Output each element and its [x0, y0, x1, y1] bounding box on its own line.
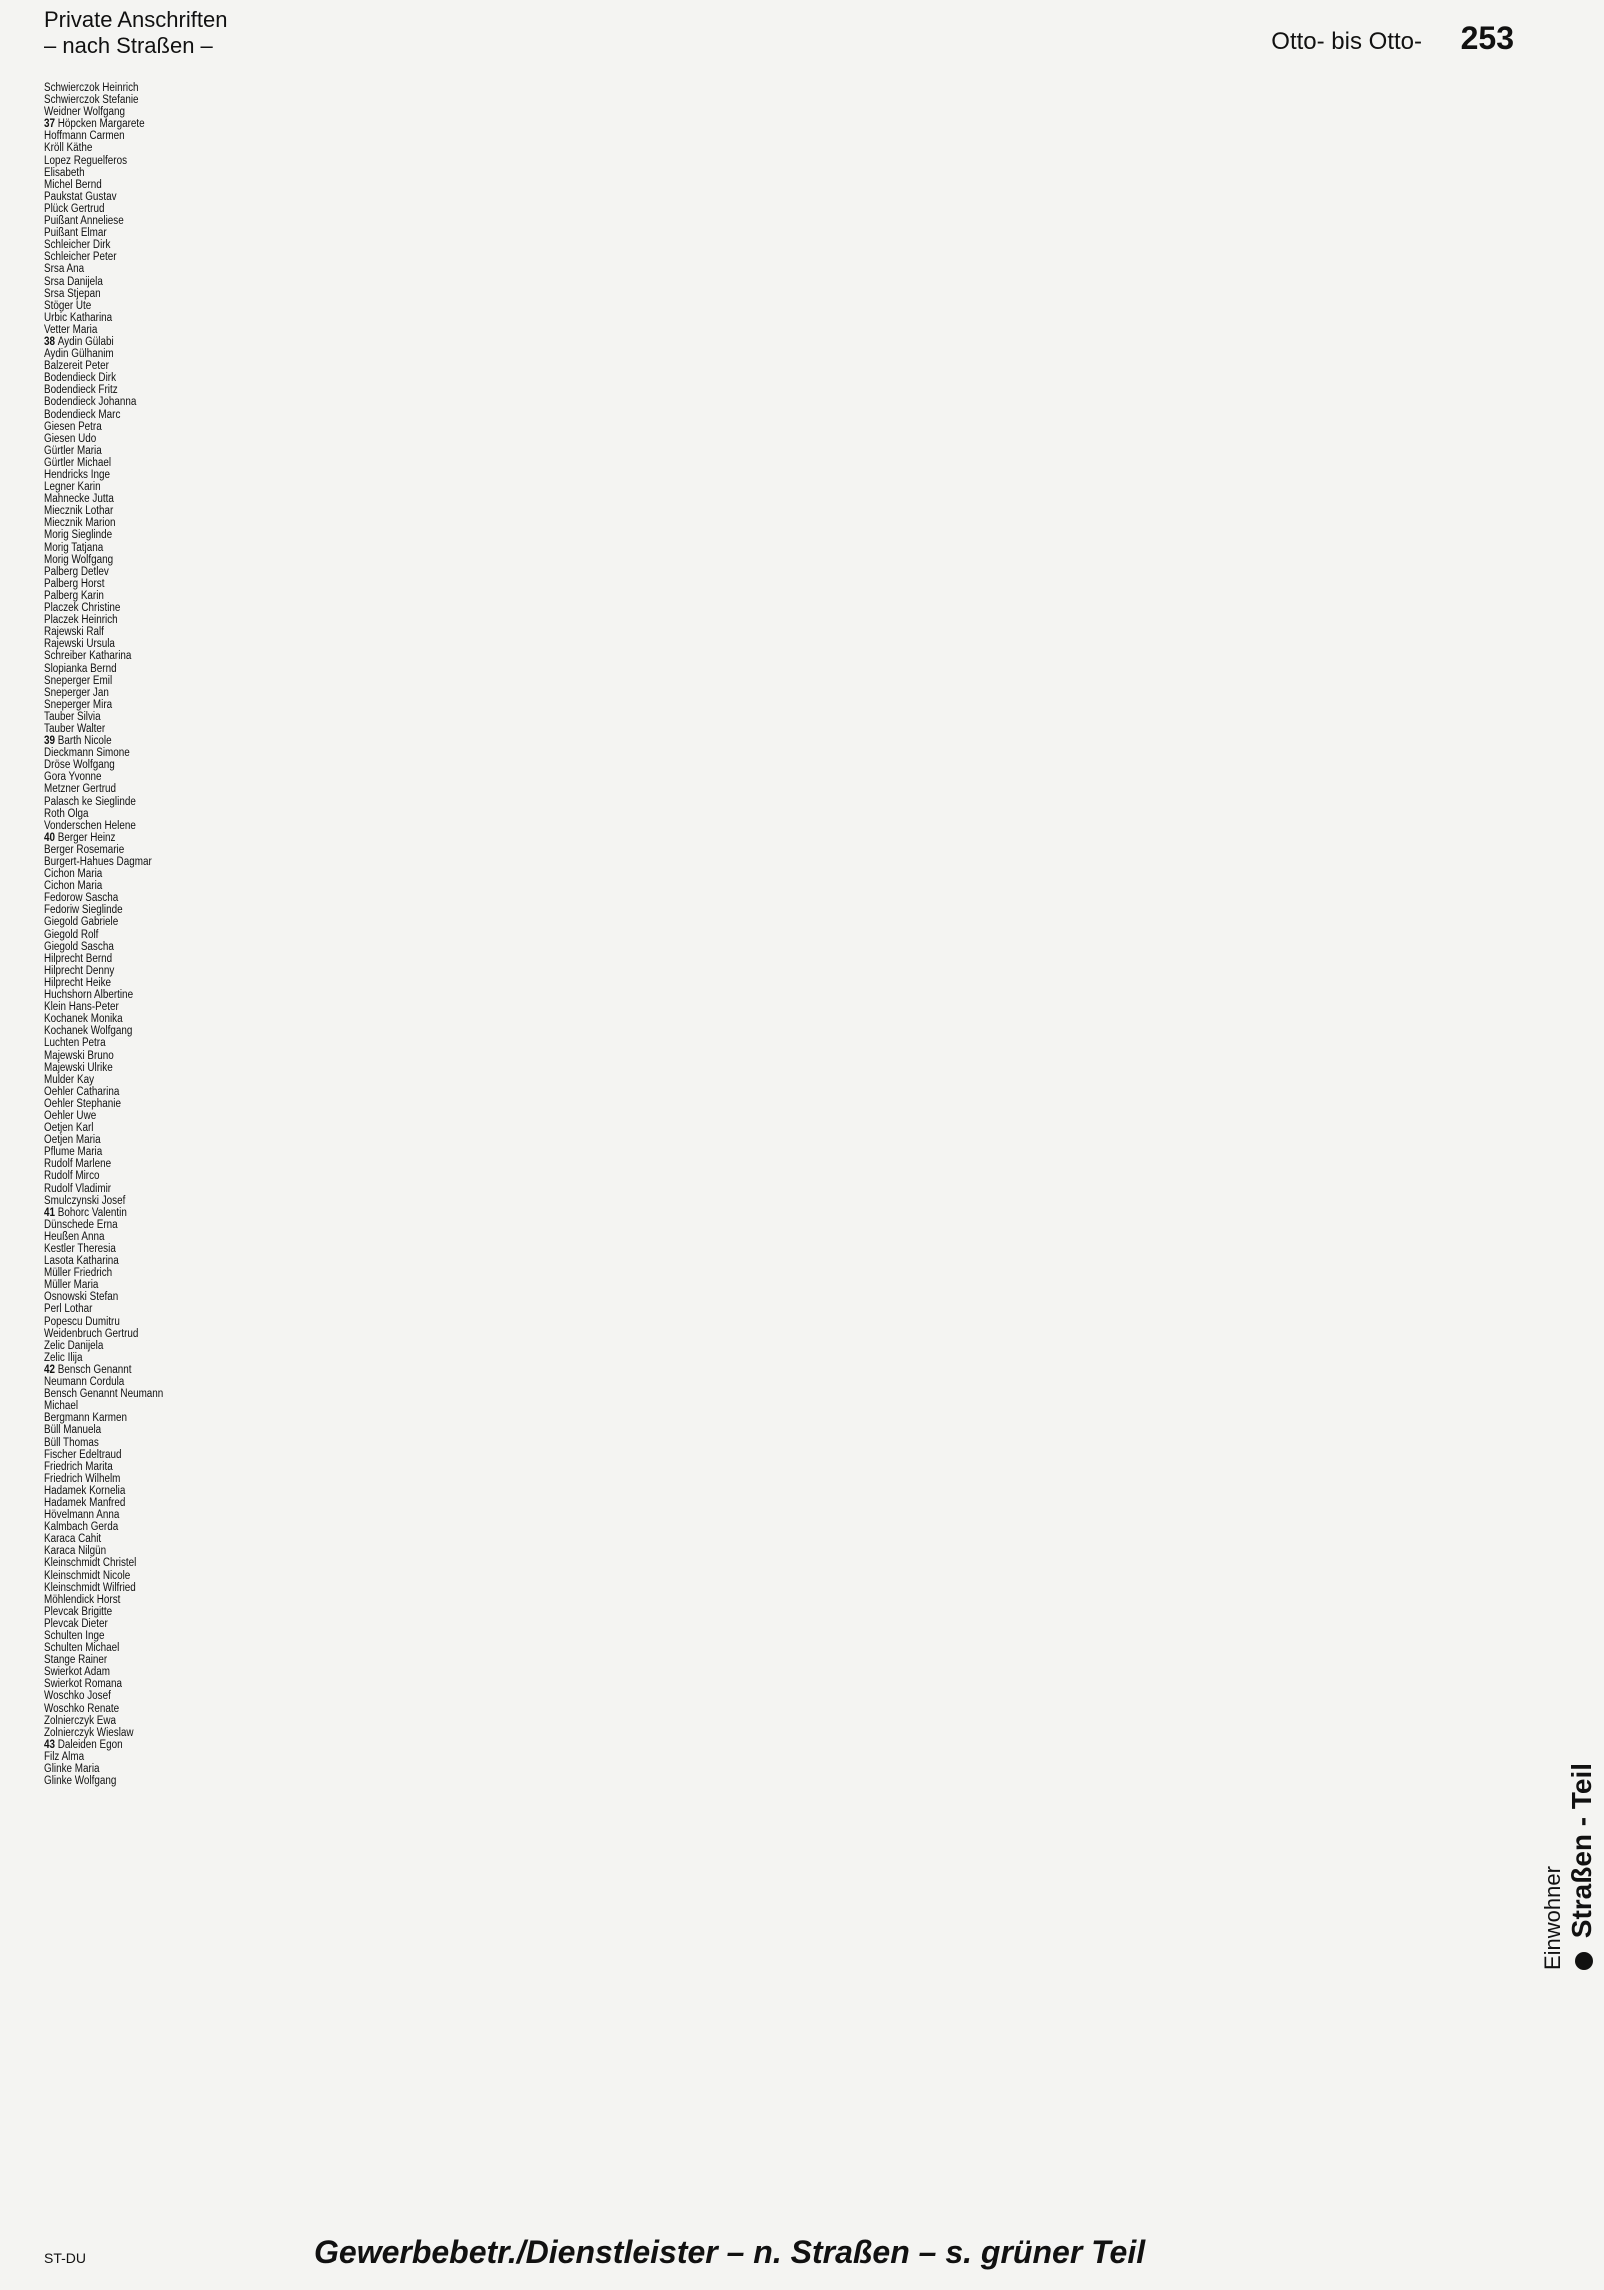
- directory-entry: Slopianka Bernd: [44, 662, 117, 675]
- directory-entry: Hendricks Inge: [44, 469, 110, 481]
- directory-entry: 39 Barth Nicole: [44, 735, 112, 748]
- directory-entry: Büll Thomas: [44, 1436, 99, 1449]
- directory-entry: Metzner Gertrud: [44, 783, 117, 796]
- directory-entry: 37 Höpcken Margarete: [44, 118, 145, 131]
- directory-entry: Heußen Anna: [44, 1230, 105, 1243]
- directory-entry: Smulczynski Josef: [44, 1194, 126, 1207]
- directory-entry: Hadamek Manfred: [44, 1496, 126, 1509]
- directory-entry: Popescu Dumitru: [44, 1315, 120, 1328]
- directory-entry: Weidenbruch Gertrud: [44, 1327, 139, 1340]
- directory-entry: Cichon Maria: [44, 868, 103, 881]
- directory-entry: Vonderschen Helene: [44, 819, 136, 832]
- directory-entry: Puißant Elmar: [44, 227, 107, 240]
- side-tab-label-residents: Einwohner: [1540, 1866, 1565, 1970]
- directory-entry: Palberg Karin: [44, 589, 104, 602]
- directory-entry: Hilprecht Denny: [44, 964, 115, 977]
- section-side-tab: [1540, 1540, 1600, 1970]
- directory-entry: Puißant Anneliese: [44, 215, 124, 228]
- directory-entry: Büll Manuela: [44, 1424, 102, 1437]
- directory-entry: Fedoriw Sieglinde: [44, 904, 123, 917]
- directory-entry: Schwierczok Stefanie: [44, 94, 139, 107]
- directory-entry: Karaca Cahit: [44, 1533, 102, 1546]
- directory-entry: Giegold Sascha: [44, 940, 114, 953]
- directory-entry: 42 Bensch Genannt: [44, 1363, 132, 1376]
- directory-entry: Giegold Rolf: [44, 928, 99, 941]
- directory-entry: Luchten Petra: [44, 1037, 106, 1050]
- directory-entry: Morig Tatjana: [44, 541, 104, 554]
- directory-entry: Morig Wolfgang: [44, 553, 114, 566]
- directory-entry: Balzereit Peter: [44, 360, 109, 373]
- page-number: 253: [1460, 20, 1514, 56]
- directory-entry: Swierkot Romana: [44, 1678, 123, 1691]
- directory-entry: Palberg Horst: [44, 577, 105, 590]
- directory-column: [1352, 82, 1510, 2222]
- directory-entry: Majewski Ulrike: [44, 1061, 113, 1074]
- directory-entry: Schreiber Katharina: [44, 650, 132, 663]
- directory-entry: Kleinschmidt Wilfried: [44, 1581, 136, 1594]
- directory-entry: Schleicher Dirk: [44, 239, 111, 252]
- directory-entry: Weidner Wolfgang: [44, 106, 126, 119]
- directory-entry: Plück Gertrud: [44, 202, 105, 215]
- directory-entry: Srsa Ana: [44, 263, 85, 276]
- directory-entry: Filz Alma: [44, 1750, 85, 1763]
- directory-entry: Bergmann Karmen: [44, 1412, 128, 1425]
- directory-column: [44, 82, 202, 2222]
- footer-code: ST-DU: [44, 2250, 86, 2266]
- directory-entry: Friedrich Wilhelm: [44, 1472, 121, 1485]
- directory-entry: Morig Sieglinde: [44, 529, 113, 542]
- directory-entry: Gürtler Michael: [44, 456, 112, 469]
- directory-entry: Klein Hans-Peter: [44, 1001, 119, 1014]
- directory-entry: Friedrich Marita: [44, 1460, 113, 1473]
- directory-entry: Mahnecke Jutta: [44, 493, 114, 506]
- directory-entry: Möhlendick Horst: [44, 1593, 121, 1606]
- directory-entry: Oetjen Maria: [44, 1134, 101, 1147]
- directory-entry: Urbic Katharina: [44, 311, 113, 324]
- section-title: Private Anschriften: [44, 7, 228, 32]
- directory-entry: Kleinschmidt Nicole: [44, 1569, 131, 1582]
- directory-entry: Dröse Wolfgang: [44, 759, 115, 772]
- directory-entry: Hoffmann Carmen: [44, 130, 125, 143]
- directory-entry: Zolnierczyk Ewa: [44, 1714, 116, 1727]
- directory-entry: Rajewski Ursula: [44, 638, 115, 651]
- directory-entry: Gora Yvonne: [44, 771, 102, 784]
- directory-entry: Schwierczok Heinrich: [44, 82, 139, 94]
- directory-entry: Vetter Maria: [44, 323, 98, 336]
- section-subtitle: – nach Straßen –: [44, 33, 213, 58]
- directory-entry: Kalmbach Gerda: [44, 1521, 119, 1534]
- directory-entry: Tauber Silvia: [44, 710, 101, 723]
- directory-entry: Kröll Käthe: [44, 142, 93, 155]
- directory-column: [371, 82, 529, 2222]
- directory-entry: Burgert-Hahues Dagmar: [44, 856, 152, 868]
- address-directory-grid: [44, 82, 1510, 2222]
- directory-entry: Kestler Theresia: [44, 1243, 116, 1255]
- directory-entry: Oetjen Karl: [44, 1122, 94, 1135]
- directory-entry: Miecznik Marion: [44, 517, 116, 530]
- directory-entry: Müller Friedrich: [44, 1267, 113, 1280]
- directory-entry: Rudolf Marlene: [44, 1158, 112, 1171]
- directory-entry: Neumann Cordula: [44, 1376, 125, 1389]
- directory-entry: Rajewski Ralf: [44, 626, 104, 639]
- directory-entry: Roth Olga: [44, 807, 89, 820]
- directory-entry: Hövelmann Anna: [44, 1509, 120, 1522]
- directory-entry: Placzek Heinrich: [44, 614, 118, 627]
- directory-entry: Elisabeth: [44, 166, 85, 179]
- directory-entry: Cichon Maria: [44, 880, 103, 893]
- directory-entry: Fedorow Sascha: [44, 892, 119, 905]
- directory-entry: Bodendieck Johanna: [44, 396, 137, 409]
- directory-entry: Hilprecht Bernd: [44, 952, 113, 965]
- directory-entry: Zolnierczyk Wieslaw: [44, 1726, 134, 1739]
- directory-entry: Srsa Danijela: [44, 275, 103, 288]
- directory-entry: Srsa Stjepan: [44, 287, 101, 300]
- directory-entry: Perl Lothar: [44, 1303, 93, 1316]
- directory-entry: Placzek Christine: [44, 602, 121, 615]
- directory-column: [535, 82, 693, 2222]
- directory-entry: Bensch Genannt Neumann: [44, 1388, 164, 1401]
- directory-entry: Michael: [44, 1400, 79, 1413]
- footer-note: Gewerbebetr./Dienstleister – n. Straßen – s. grüner Teil: [314, 2234, 1146, 2270]
- directory-entry: Plevcak Dieter: [44, 1617, 108, 1630]
- directory-entry: Hilprecht Heike: [44, 976, 112, 989]
- directory-entry: Zelic Danijela: [44, 1339, 104, 1352]
- directory-entry: Swierkot Adam: [44, 1666, 110, 1679]
- directory-entry: Stange Rainer: [44, 1654, 108, 1667]
- directory-entry: Gürtler Maria: [44, 444, 102, 457]
- directory-entry: Schleicher Peter: [44, 251, 117, 264]
- page-footer: [44, 2234, 1510, 2274]
- directory-entry: Osnowski Stefan: [44, 1291, 119, 1304]
- directory-entry: Stöger Ute: [44, 299, 92, 312]
- directory-entry: Oehler Catharina: [44, 1085, 120, 1098]
- directory-entry: Legner Karin: [44, 481, 101, 494]
- side-tab-label-streets: Straßen - Teil: [1566, 1762, 1597, 1939]
- directory-entry: 40 Berger Heinz: [44, 831, 116, 844]
- directory-entry: Woschko Josef: [44, 1690, 111, 1703]
- directory-entry: 43 Daleiden Egon: [44, 1738, 123, 1751]
- directory-entry: Sneperger Jan: [44, 686, 109, 699]
- directory-entry: Plevcak Brigitte: [44, 1605, 113, 1618]
- directory-entry: Oehler Uwe: [44, 1109, 97, 1122]
- directory-entry: Dieckmann Simone: [44, 747, 130, 760]
- directory-entry: Pflume Maria: [44, 1146, 103, 1159]
- directory-entry: Berger Rosemarie: [44, 843, 125, 856]
- directory-entry: Kochanek Monika: [44, 1013, 123, 1026]
- directory-entry: Miecznik Lothar: [44, 505, 114, 518]
- directory-entry: Karaca Nilgün: [44, 1545, 107, 1558]
- directory-entry: Fischer Edeltraud: [44, 1448, 122, 1461]
- directory-entry: Sneperger Emil: [44, 674, 113, 687]
- directory-entry: Glinke Wolfgang: [44, 1775, 117, 1788]
- directory-entry: Müller Maria: [44, 1279, 99, 1292]
- directory-entry: Dünschede Erna: [44, 1218, 118, 1231]
- directory-entry: Michel Bernd: [44, 178, 102, 191]
- directory-entry: Palasch ke Sieglinde: [44, 795, 136, 808]
- directory-entry: Huchshorn Albertine: [44, 989, 134, 1002]
- directory-entry: Bodendieck Marc: [44, 408, 121, 421]
- directory-entry: Rudolf Mirco: [44, 1170, 100, 1183]
- directory-entry: Palberg Detlev: [44, 565, 109, 578]
- directory-entry: Lasota Katharina: [44, 1255, 119, 1268]
- directory-entry: Lopez Reguelferos: [44, 154, 128, 167]
- directory-entry: Schulten Michael: [44, 1642, 120, 1655]
- directory-entry: Majewski Bruno: [44, 1049, 114, 1062]
- directory-column: [862, 82, 1020, 2222]
- directory-entry: Woschko Renate: [44, 1702, 120, 1715]
- directory-column: [1025, 82, 1183, 2222]
- running-head: Otto- bis Otto-: [1271, 28, 1422, 55]
- directory-entry: Sneperger Mira: [44, 698, 113, 711]
- directory-entry: Glinke Maria: [44, 1763, 100, 1776]
- directory-entry: Giegold Gabriele: [44, 916, 119, 929]
- directory-entry: Oehler Stephanie: [44, 1097, 121, 1110]
- directory-column: [208, 82, 366, 2222]
- directory-entry: Schulten Inge: [44, 1630, 105, 1642]
- directory-entry: 41 Bohorc Valentin: [44, 1206, 127, 1219]
- bullet-icon: [1575, 1952, 1593, 1970]
- directory-entry: 38 Aydin Gülabi: [44, 335, 114, 348]
- directory-entry: Bodendieck Dirk: [44, 372, 117, 385]
- directory-entry: Mulder Kay: [44, 1073, 95, 1086]
- directory-entry: Tauber Walter: [44, 722, 106, 735]
- directory-entry: Rudolf Vladimir: [44, 1182, 112, 1195]
- directory-entry: Giesen Udo: [44, 432, 97, 445]
- directory-entry: Kleinschmidt Christel: [44, 1557, 137, 1570]
- directory-entry: Giesen Petra: [44, 420, 102, 433]
- directory-entry: Paukstat Gustav: [44, 190, 117, 203]
- directory-entry: Hadamek Kornelia: [44, 1484, 126, 1497]
- directory-entry: Bodendieck Fritz: [44, 384, 118, 397]
- page-header: [44, 6, 1514, 62]
- directory-column: [698, 82, 856, 2222]
- directory-column: [1189, 82, 1347, 2222]
- directory-entry: Aydin Gülhanim: [44, 348, 114, 361]
- directory-entry: Zelic Ilija: [44, 1351, 83, 1364]
- directory-entry: Kochanek Wolfgang: [44, 1025, 133, 1038]
